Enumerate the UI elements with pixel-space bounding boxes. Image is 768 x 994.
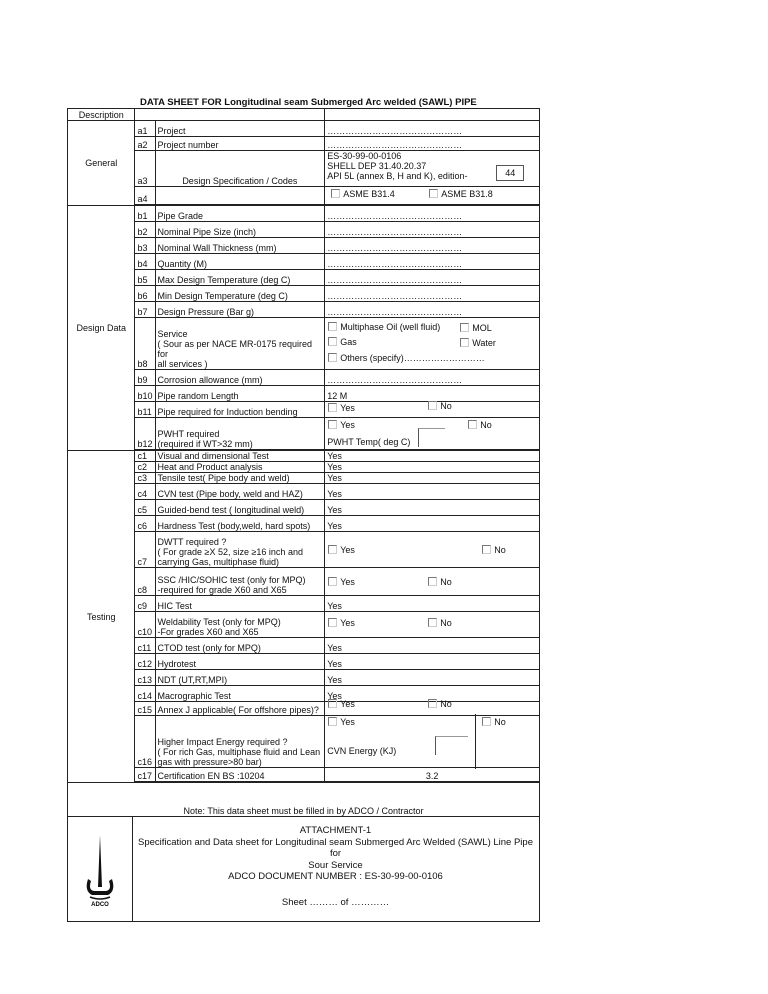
- row-c16-desc-2: ( For rich Gas, multiphase fluid and Lean: [157, 747, 321, 757]
- row-b8-desc-2: ( Sour as per NACE MR-0175 required for: [157, 339, 313, 359]
- row-b11-desc: Pipe required for Induction bending: [155, 402, 325, 418]
- annexj-no-option[interactable]: No: [428, 699, 452, 709]
- row-b4-desc: Quantity (M): [155, 254, 325, 270]
- induction-no-option[interactable]: No: [428, 401, 452, 411]
- service-mol-option[interactable]: MOL: [460, 323, 492, 333]
- row-a1-code: a1: [135, 121, 155, 137]
- row-b9-code: b9: [135, 370, 155, 386]
- row-c11-value[interactable]: Yes: [325, 638, 540, 654]
- cvn-energy-label: CVN Energy (KJ): [327, 746, 397, 756]
- service-multiphase-option[interactable]: Multiphase Oil (well fluid): [328, 322, 440, 332]
- row-b1-desc: Pipe Grade: [155, 206, 325, 222]
- row-a3-code: a3: [135, 151, 155, 187]
- row-c10-code: c10: [135, 612, 155, 638]
- row-b7-code: b7: [135, 302, 155, 318]
- checkbox-icon[interactable]: [428, 577, 437, 586]
- row-b9-value[interactable]: ………………………………………: [325, 370, 540, 386]
- row-c1-desc: Visual and dimensional Test: [155, 451, 325, 462]
- row-b5-desc: Max Design Temperature (deg C): [155, 270, 325, 286]
- checkbox-icon[interactable]: [328, 403, 337, 412]
- row-c2-code: c2: [135, 462, 155, 473]
- row-c14-value[interactable]: Yes: [325, 686, 540, 702]
- induction-yes-option[interactable]: Yes: [328, 403, 355, 413]
- row-b6-code: b6: [135, 286, 155, 302]
- checkbox-icon[interactable]: [328, 545, 337, 554]
- weldability-yes-option[interactable]: Yes: [328, 618, 355, 628]
- row-b3-desc: Nominal Wall Thickness (mm): [155, 238, 325, 254]
- checkbox-icon[interactable]: [482, 545, 491, 554]
- section-general: General: [68, 121, 135, 206]
- row-c10-desc-1: Weldability Test (only for MPQ): [157, 617, 281, 627]
- page-title: DATA SHEET FOR Longitudinal seam Submerged Arc welded (SAWL) PIPE: [140, 97, 477, 108]
- checkbox-icon[interactable]: [428, 618, 437, 627]
- row-c5-value[interactable]: Yes: [325, 500, 540, 516]
- row-c7-desc-3: carrying Gas, multiphase fluid): [157, 557, 280, 567]
- row-c17-value[interactable]: 3.2: [325, 768, 540, 782]
- row-b12-desc-1: PWHT required: [157, 429, 220, 439]
- checkbox-icon[interactable]: [331, 189, 340, 198]
- spec-api: API 5L (annex B, H and K), edition-: [327, 171, 468, 181]
- row-a1-desc: Project: [155, 121, 325, 137]
- checkbox-icon[interactable]: [428, 699, 437, 708]
- checkbox-icon[interactable]: [328, 420, 337, 429]
- row-c3-code: c3: [135, 473, 155, 484]
- row-c2-value[interactable]: Yes: [325, 462, 540, 473]
- adco-logo: [68, 817, 133, 921]
- row-c16-desc-3: gas with pressure>80 bar): [157, 757, 262, 767]
- service-water-option[interactable]: Water: [460, 338, 496, 348]
- row-b1-value[interactable]: ………………………………………: [325, 206, 540, 222]
- row-a2-code: a2: [135, 137, 155, 151]
- row-c5-desc: Guided-bend test ( longitudinal weld): [155, 500, 325, 516]
- row-b4-code: b4: [135, 254, 155, 270]
- spec-es: ES-30-99-00-0106: [327, 151, 402, 161]
- row-c11-code: c11: [135, 638, 155, 654]
- weldability-no-option[interactable]: No: [428, 618, 452, 628]
- attachment-line2: Sour Service: [308, 859, 363, 871]
- row-b10-desc: Pipe random Length: [155, 386, 325, 402]
- asme-b314-option[interactable]: ASME B31.4: [331, 189, 395, 199]
- pwht-temp-label: PWHT Temp( deg C): [327, 437, 411, 447]
- section-testing: Testing: [68, 451, 135, 783]
- service-others-option[interactable]: Others (specify)………………………: [328, 353, 485, 363]
- row-b8-desc-3: all services ): [157, 359, 208, 369]
- description-header: Description: [68, 109, 135, 121]
- row-c14-code: c14: [135, 686, 155, 702]
- row-b9-desc: Corrosion allowance (mm): [155, 370, 325, 386]
- row-a1-value[interactable]: ………………………………………: [325, 121, 540, 137]
- row-c15-code: c15: [135, 702, 155, 716]
- row-c9-value[interactable]: Yes: [325, 596, 540, 612]
- row-b4-value[interactable]: ………………………………………: [325, 254, 540, 270]
- adco-logo-icon: [68, 817, 132, 921]
- row-c16-desc-1: Higher Impact Energy required ?: [157, 737, 288, 747]
- row-c6-code: c6: [135, 516, 155, 532]
- row-a4-code: a4: [135, 187, 155, 205]
- row-c8-desc-1: SSC /HIC/SOHIC test (only for MPQ): [157, 575, 306, 585]
- row-c13-value[interactable]: Yes: [325, 670, 540, 686]
- section-design-data: Design Data: [68, 206, 135, 451]
- row-c16-code: c16: [135, 716, 155, 768]
- row-c4-code: c4: [135, 484, 155, 500]
- row-b3-code: b3: [135, 238, 155, 254]
- row-c7-desc-2: ( For grade ≥X 52, size ≥16 inch and: [157, 547, 303, 557]
- row-c13-desc: NDT (UT,RT,MPI): [155, 670, 325, 686]
- row-b5-value[interactable]: ………………………………………: [325, 270, 540, 286]
- checkbox-icon[interactable]: [429, 189, 438, 198]
- row-b6-desc: Min Design Temperature (deg C): [155, 286, 325, 302]
- row-c2-desc: Heat and Product analysis: [155, 462, 325, 473]
- cvn-energy-field[interactable]: [435, 736, 468, 755]
- checkbox-icon[interactable]: [328, 353, 337, 362]
- row-b2-value[interactable]: ………………………………………: [325, 222, 540, 238]
- row-b8-desc-1: Service: [157, 329, 188, 339]
- checkbox-icon[interactable]: [328, 717, 337, 726]
- pwht-yes-option[interactable]: Yes: [328, 420, 355, 430]
- checkbox-icon[interactable]: [328, 618, 337, 627]
- row-c12-code: c12: [135, 654, 155, 670]
- row-c15-desc: Annex J applicable( For offshore pipes)?: [155, 702, 325, 716]
- service-gas-option[interactable]: Gas: [328, 337, 357, 347]
- checkbox-icon[interactable]: [328, 337, 337, 346]
- row-b10-code: b10: [135, 386, 155, 402]
- ssc-yes-option[interactable]: Yes: [328, 577, 355, 587]
- row-c6-desc: Hardness Test (body,weld, hard spots): [155, 516, 325, 532]
- row-b6-value[interactable]: ………………………………………: [325, 286, 540, 302]
- row-b8-code: b8: [135, 318, 155, 370]
- row-c3-desc: Tensile test( Pipe body and weld): [155, 473, 325, 484]
- row-a2-desc: Project number: [155, 137, 325, 151]
- row-c4-value[interactable]: Yes: [325, 484, 540, 500]
- logo-text: ADCO: [91, 902, 109, 908]
- row-c7-code: c7: [135, 532, 155, 568]
- row-c3-value[interactable]: Yes: [325, 473, 540, 484]
- checkbox-icon[interactable]: [328, 699, 337, 708]
- data-sheet-table: [67, 108, 540, 922]
- checkbox-icon[interactable]: [328, 577, 337, 586]
- attachment-line1: Specification and Data sheet for Longitudinal seam Submerged Arc Welded (SAWL) Line Pipe for: [137, 836, 533, 859]
- row-c12-value[interactable]: Yes: [325, 654, 540, 670]
- row-c1-code: c1: [135, 451, 155, 462]
- checkbox-icon[interactable]: [460, 338, 469, 347]
- row-b11-code: b11: [135, 402, 155, 418]
- dwtt-yes-option[interactable]: Yes: [328, 545, 355, 555]
- annexj-yes-option[interactable]: Yes: [328, 699, 355, 709]
- row-b2-code: b2: [135, 222, 155, 238]
- ssc-no-option[interactable]: No: [428, 577, 452, 587]
- row-c17-desc: Certification EN BS :10204: [155, 768, 325, 782]
- row-c14-desc: Macrographic Test: [155, 686, 325, 702]
- row-b12-desc-2: (required if WT>32 mm): [157, 439, 253, 449]
- checkbox-icon[interactable]: [468, 420, 477, 429]
- row-c6-value[interactable]: Yes: [325, 516, 540, 532]
- impact-no-option[interactable]: No: [482, 717, 506, 727]
- row-b5-code: b5: [135, 270, 155, 286]
- fill-note: Note: This data sheet must be filled in by ADCO / Contractor: [68, 803, 540, 817]
- row-b10-value[interactable]: 12 M: [325, 386, 540, 402]
- checkbox-icon[interactable]: [328, 322, 337, 331]
- attachment-sheet: Sheet ……… of …………: [281, 896, 390, 908]
- row-c12-desc: Hydrotest: [155, 654, 325, 670]
- dwtt-no-option[interactable]: No: [482, 545, 506, 555]
- row-c8-desc-2: -required for grade X60 and X65: [157, 585, 287, 595]
- attachment-title: ATTACHMENT-1: [299, 825, 372, 836]
- row-c9-desc: HIC Test: [155, 596, 325, 612]
- row-b3-value[interactable]: ………………………………………: [325, 238, 540, 254]
- row-b12-code: b12: [135, 418, 155, 450]
- attachment-docnum: ADCO DOCUMENT NUMBER : ES-30-99-00-0106: [228, 871, 443, 882]
- checkbox-icon[interactable]: [482, 717, 491, 726]
- row-a3-desc: Design Specification / Codes: [155, 151, 325, 187]
- pwht-temp-field[interactable]: [418, 428, 445, 447]
- api-edition-field[interactable]: 44: [496, 165, 524, 181]
- row-c11-desc: CTOD test (only for MPQ): [155, 638, 325, 654]
- row-c10-desc-2: -For grades X60 and X65: [157, 627, 259, 637]
- row-c8-code: c8: [135, 568, 155, 596]
- row-c17-code: c17: [135, 768, 155, 782]
- row-c4-desc: CVN test (Pipe body, weld and HAZ): [155, 484, 325, 500]
- row-c1-value[interactable]: Yes: [325, 451, 540, 462]
- row-b1-code: b1: [135, 206, 155, 222]
- row-b7-desc: Design Pressure (Bar g): [155, 302, 325, 318]
- checkbox-icon[interactable]: [428, 401, 437, 410]
- row-c7-desc-1: DWTT required ?: [157, 537, 227, 547]
- checkbox-icon[interactable]: [460, 323, 469, 332]
- pwht-no-option[interactable]: No: [468, 420, 492, 430]
- spec-shell-dep: SHELL DEP 31.40.20.37: [327, 161, 427, 171]
- row-b2-desc: Nominal Pipe Size (inch): [155, 222, 325, 238]
- asme-b318-option[interactable]: ASME B31.8: [429, 189, 493, 199]
- row-c5-code: c5: [135, 500, 155, 516]
- row-a2-value[interactable]: ………………………………………: [325, 137, 540, 151]
- row-b7-value[interactable]: ………………………………………: [325, 302, 540, 318]
- row-c9-code: c9: [135, 596, 155, 612]
- impact-yes-option[interactable]: Yes: [328, 717, 355, 727]
- row-c13-code: c13: [135, 670, 155, 686]
